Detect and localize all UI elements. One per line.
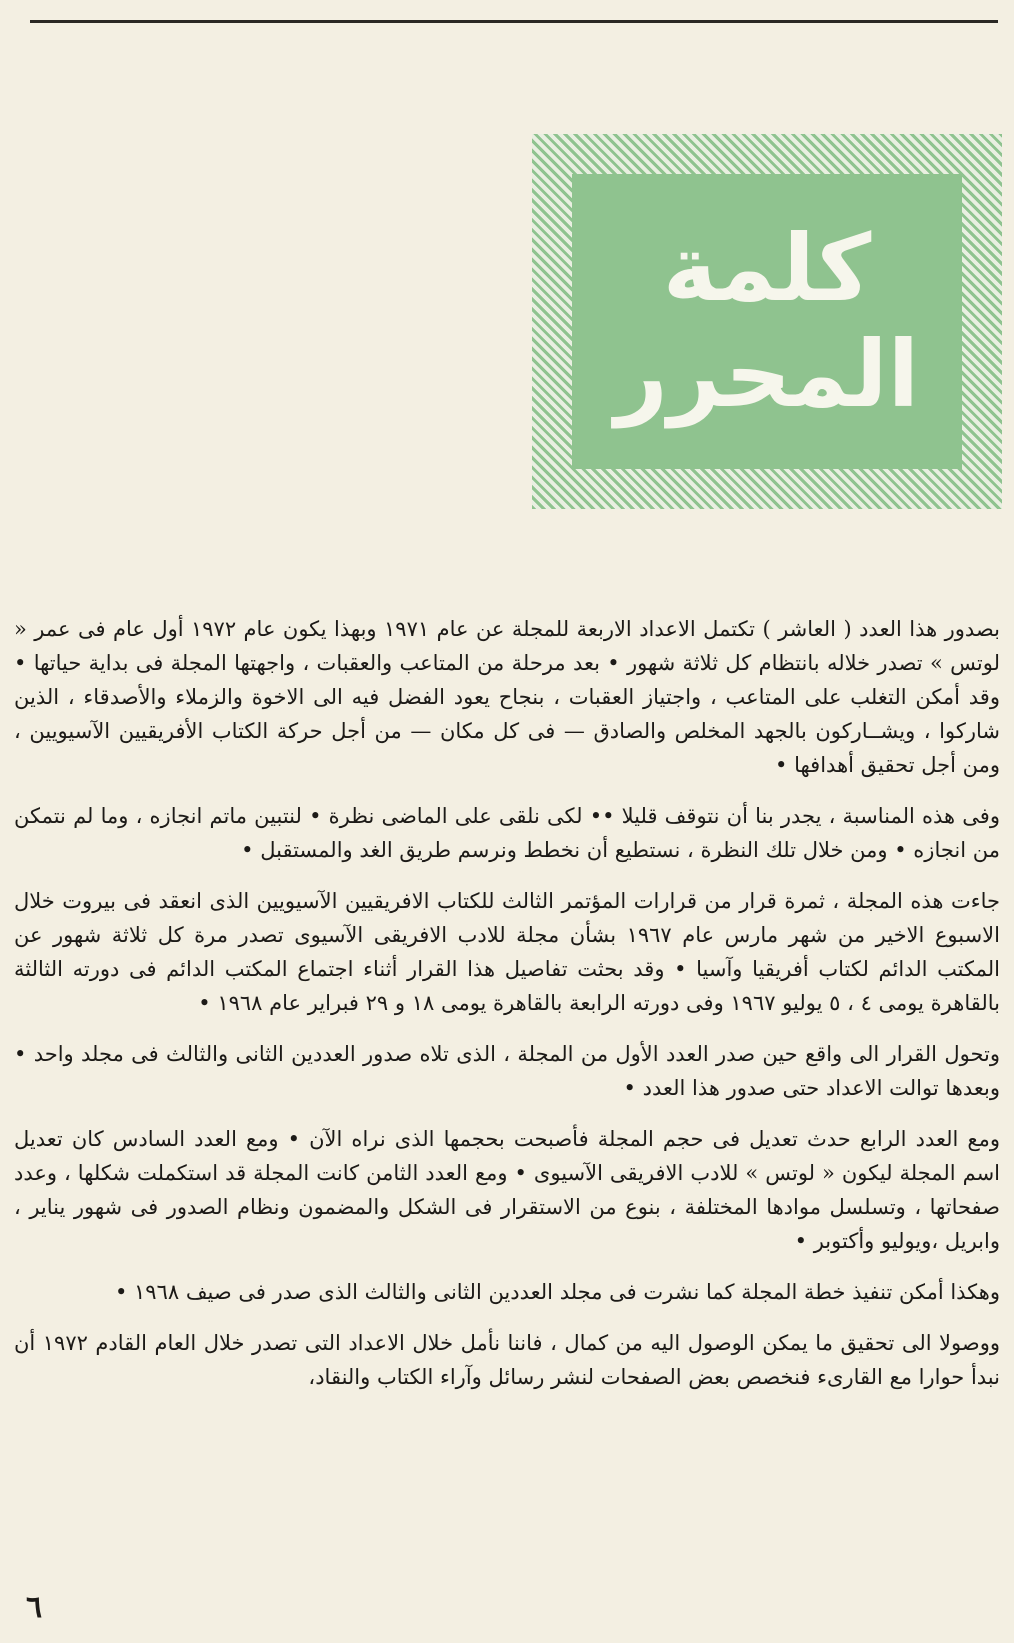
editorial-article — [14, 612, 1000, 1411]
paragraph-5: ومع العدد الرابع حدث تعديل فى حجم المجلة فأصبحت بحجمها الذى نراه الآن • ومع العدد السادس كان تعديل اسم المجلة ليكون « لوتس » للادب الافريقى الآسيوى • ومع العدد الثامن كانت المجلة قد استكملت شكلها ، وعدد صفحاتها ، وتسلسل موادها المختلفة ، بنوع من الاستقرار فى الشكل والمضمون ونظام الصدور فى شهور يناير ، وابريل ،ويوليو وأكتوبر • — [14, 1127, 1001, 1253]
editorial-heading-box — [532, 134, 1002, 509]
page-number: ٦ — [26, 1590, 43, 1625]
heading-word-kalimat: كلمة — [662, 214, 872, 322]
paragraph-6: وهكذا أمكن تنفيذ خطة المجلة كما نشرت فى مجلد العددين الثانى والثالث الذى صدر فى صيف ١٩٦٨ • — [114, 1280, 1000, 1304]
paragraph-4: وتحول القرار الى واقع حين صدر العدد الأول من المجلة ، الذى تلاه صدور العددين الثانى والثالث فى مجلد واحد • وبعدها توالت الاعداد حتى صدور هذا العدد • — [14, 1042, 1000, 1100]
paragraph-2: وفى هذه المناسبة ، يجدر بنا أن نتوقف قليلا •• لكى نلقى على الماضى نظرة • لنتبين ماتم انجازه ، وما لم نتمكن من انجازه • ومن خلال تلك النظرة ، نستطيع أن نخطط ونرسم طريق الغد والمستقبل • — [14, 804, 1000, 862]
top-rule — [30, 20, 998, 23]
editorial-heading-panel — [572, 174, 962, 469]
heading-word-almuharrir: المحرر — [614, 320, 920, 428]
paragraph-1: بصدور هذا العدد ( العاشر ) تكتمل الاعداد الاربعة للمجلة عن عام ١٩٧١ وبهذا يكون عام ١٩٧٢ أول عام فى عمر « لوتس » تصدر خلاله بانتظام كل ثلاثة شهور • بعد مرحلة من المتاعب والعقبات ، واجهتها المجلة فى بداية حياتها • وقد أمكن التغلب على المتاعب ، واجتياز العقبات ، بنجاح يعود الفضل فيه الى الاخوة والزملاء والأصدقاء ، الذين شاركوا ، ويشــاركون بالجهد المخلص والصادق — فى كل مكان — من أجل حركة الكتاب الأفريقيين الآسيويين ، ومن أجل تحقيق أهدافها • — [14, 617, 1000, 777]
paragraph-3: جاءت هذه المجلة ، ثمرة قرار من قرارات المؤتمر الثالث للكتاب الافريقيين الآسيويين الذى انعقد فى بيروت خلال الاسبوع الاخير من شهر مارس عام ١٩٦٧ بشأن مجلة للادب الافريقى الآسيوى تصدر مرة كل ثلاثة شهور عن المكتب الدائم لكتاب أفريقيا وآسيا • وقد بحثت تفاصيل هذا القرار أثناء اجتماع المكتب الدائم فى دورته الثالثة بالقاهرة يومى ٤ ، ٥ يوليو ١٩٦٧ وفى دورته الرابعة بالقاهرة يومى ١٨ و ٢٩ فبراير عام ١٩٦٨ • — [14, 889, 1000, 1015]
paragraph-7: ووصولا الى تحقيق ما يمكن الوصول اليه من كمال ، فاننا نأمل خلال الاعداد التى تصدر خلال العام القادم ١٩٧٢ أن نبدأ حوارا مع القارىء فنخصص بعض الصفحات لنشر رسائل وآراء الكتاب والنقاد، — [14, 1331, 1000, 1389]
